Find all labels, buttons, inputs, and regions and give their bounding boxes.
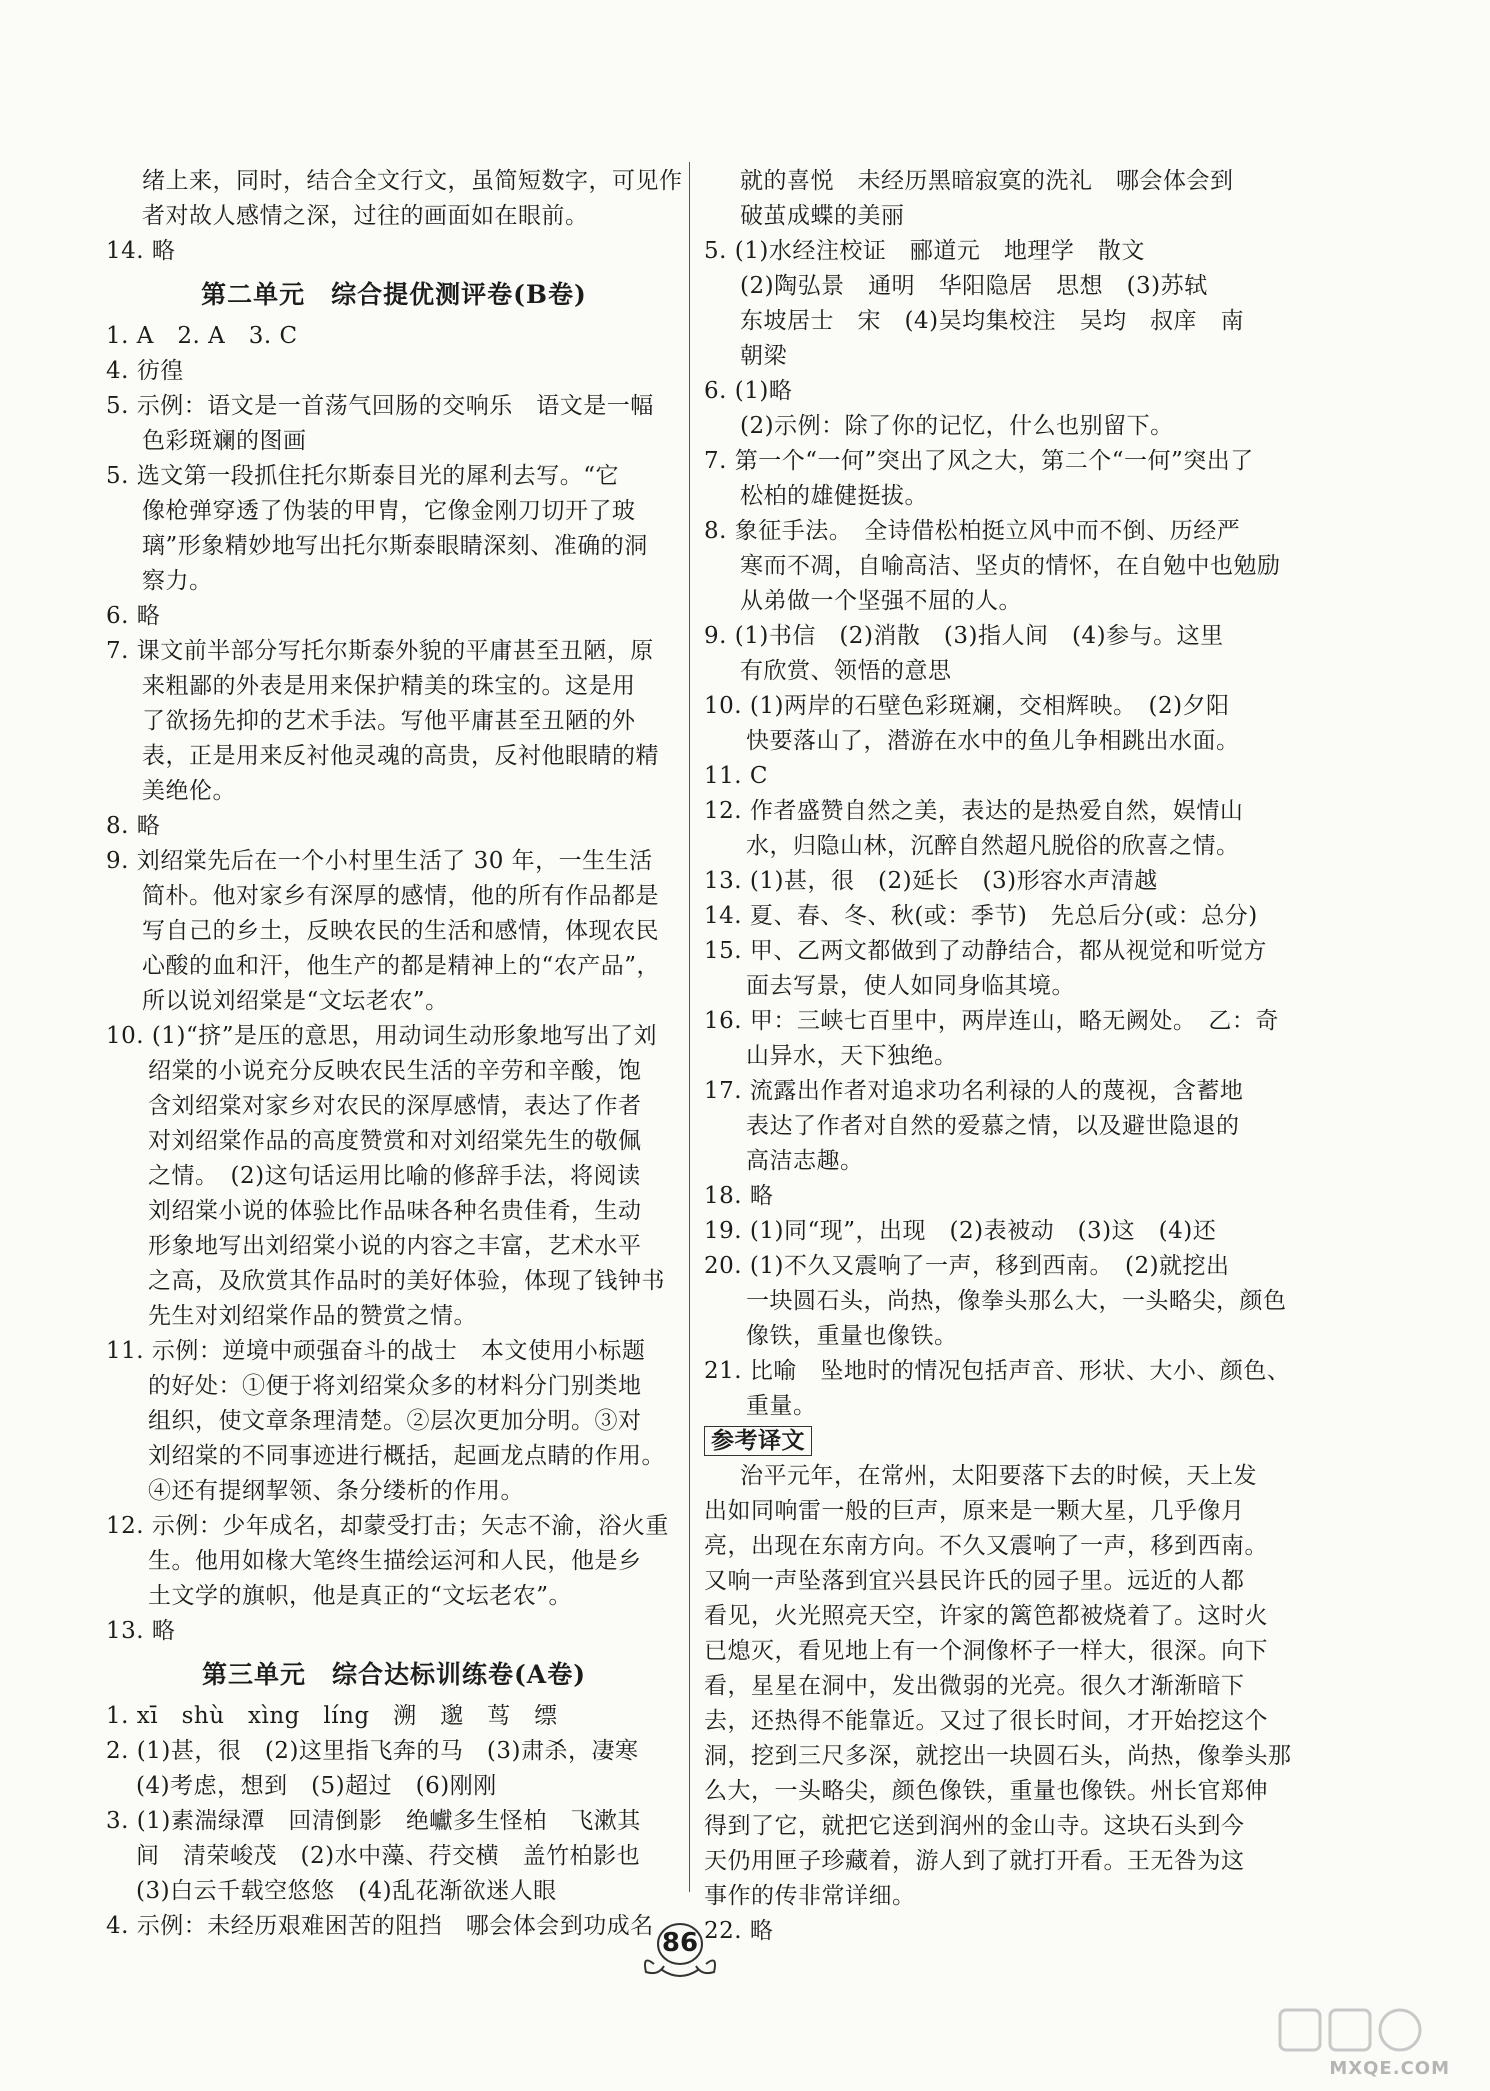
answer-line: 有欣赏、领悟的意思 xyxy=(740,658,952,684)
answer-line: 天仍用匣子珍藏着，游人到了就打开看。王无咎为这 xyxy=(704,1848,1245,1874)
answer-line: 12. 示例：少年成名，却蒙受打击；矢志不渝，浴火重 xyxy=(106,1513,669,1539)
answer-line: 16. 甲：三峡七百里中，两岸连山，略无阙处。 乙：奇 xyxy=(704,1008,1279,1034)
answer-line: 所以说刘绍棠是“文坛老农”。 xyxy=(142,988,449,1014)
answer-line: 美绝伦。 xyxy=(142,778,236,804)
answer-line: 的好处：①便于将刘绍棠众多的材料分门别类地 xyxy=(148,1373,642,1399)
answer-line: 刘绍棠小说的体验比作品味各种名贵佳肴，生动 xyxy=(148,1198,642,1224)
answer-line: 一块圆石头，尚热，像拳头那么大，一头略尖，颜色 xyxy=(746,1288,1287,1314)
answer-line: 山异水，天下独绝。 xyxy=(746,1043,958,1069)
answer-line: 对刘绍棠作品的高度赞赏和对刘绍棠先生的敬佩 xyxy=(148,1128,642,1154)
answer-line: 形象地写出刘绍棠小说的内容之丰富，艺术水平 xyxy=(148,1233,642,1259)
answer-line: 18. 略 xyxy=(704,1183,774,1209)
answer-line: 朝梁 xyxy=(740,343,787,369)
answer-line: 土文学的旗帜，他是真正的“文坛老农”。 xyxy=(148,1583,573,1609)
answer-line: 高洁志趣。 xyxy=(746,1148,864,1174)
answer-line: 14. 夏、春、冬、秋(或：季节) 先总后分(或：总分) xyxy=(704,903,1258,929)
answer-line: 快要落山了，潜游在水中的鱼儿争相跳出水面。 xyxy=(746,728,1240,754)
answer-line: 事作的传非常详细。 xyxy=(704,1883,916,1909)
answer-line: 10. (1)两岸的石壁色彩斑斓，交相辉映。 (2)夕阳 xyxy=(704,693,1230,719)
section-title: 第三单元 综合达标训练卷(A卷) xyxy=(201,1660,587,1689)
answer-line: 10. (1)“挤”是压的意思，用动词生动形象地写出了刘 xyxy=(106,1023,657,1049)
answer-line: 绪上来，同时，结合全文行文，虽简短数字，可见作 xyxy=(142,168,683,194)
answer-line: 5. 选文第一段抓住托尔斯泰目光的犀利去写。“它 xyxy=(106,463,620,489)
answer-line: 么大，一头略尖，颜色像铁，重量也像铁。州长官郑伸 xyxy=(704,1778,1268,1804)
answer-line: 17. 流露出作者对追求功名利禄的人的蔑视，含蓄地 xyxy=(704,1078,1244,1104)
left-column xyxy=(106,164,682,1944)
answer-line: 者对故人感情之深，过往的画面如在眼前。 xyxy=(142,203,589,229)
answer-line: 看，星星在洞中，发出微弱的光亮。很久才渐渐暗下 xyxy=(704,1673,1245,1699)
answer-line: 重量。 xyxy=(746,1393,817,1419)
answer-line: 东坡居士 宋 (4)吴均集校注 吴均 叔庠 南 xyxy=(740,308,1245,334)
answer-line: 表达了作者对自然的爱慕之情，以及避世隐退的 xyxy=(746,1113,1240,1139)
answer-line: 又响一声坠落到宜兴县民许氏的园子里。远近的人都 xyxy=(704,1568,1245,1594)
answer-line: 6. 略 xyxy=(106,603,161,629)
answer-line: 5. 示例：语文是一首荡气回肠的交响乐 语文是一幅 xyxy=(106,393,654,419)
answer-line: 11. C xyxy=(704,763,768,789)
answer-line: 2. (1)甚，很 (2)这里指飞奔的马 (3)肃杀，凄寒 xyxy=(106,1738,639,1764)
answer-line: 察力。 xyxy=(142,568,213,594)
answer-line: 间 清荣峻茂 (2)水中藻、荇交横 盖竹柏影也 xyxy=(136,1843,641,1869)
answer-line: 面去写景，使人如同身临其境。 xyxy=(746,973,1075,999)
answer-line: 3. (1)素湍绿潭 回清倒影 绝巘多生怪柏 飞漱其 xyxy=(106,1808,641,1834)
answer-line: (4)考虑，想到 (5)超过 (6)刚刚 xyxy=(136,1773,497,1799)
answer-line: 去，还热得不能靠近。又过了很长时间，才开始挖这个 xyxy=(704,1708,1268,1734)
answer-line: 来粗鄙的外表是用来保护精美的珠宝的。这是用 xyxy=(142,673,636,699)
answer-line: 出如同响雷一般的巨声，原来是一颗大星，几乎像月 xyxy=(704,1498,1245,1524)
answer-line: 组织，使文章条理清楚。②层次更加分明。③对 xyxy=(148,1408,642,1434)
right-column xyxy=(704,164,1292,1949)
answer-line: 松柏的雄健挺拔。 xyxy=(740,483,928,509)
answer-line: 之情。 (2)这句话运用比喻的修辞手法，将阅读 xyxy=(148,1163,641,1189)
answer-line: (2)陶弘景 通明 华阳隐居 思想 (3)苏轼 xyxy=(740,273,1208,299)
answer-line: 寒而不凋，自喻高洁、坚贞的情怀，在自勉中也勉励 xyxy=(740,553,1281,579)
answer-line: 从弟做一个坚强不屈的人。 xyxy=(740,588,1022,614)
answer-line: 绍棠的小说充分反映农民生活的辛劳和辛酸，饱 xyxy=(148,1058,642,1084)
answer-line: 洞，挖到三尺多深，就挖出一块圆石头，尚热，像拳头那 xyxy=(704,1743,1292,1769)
answer-line: 4. 彷徨 xyxy=(106,358,184,384)
answer-line: 19. (1)同“现”，出现 (2)表被动 (3)这 (4)还 xyxy=(704,1218,1217,1244)
answer-line: 5. (1)水经注校证 郦道元 地理学 散文 xyxy=(704,238,1145,264)
answer-line: 生。他用如椽大笔终生描绘运河和人民，他是乡 xyxy=(148,1548,642,1574)
column-divider xyxy=(689,162,690,1892)
answer-line: 璃”形象精妙地写出托尔斯泰眼睛深刻、准确的洞 xyxy=(142,533,648,559)
answer-line: 心酸的血和汗，他生产的都是精神上的“农产品”， xyxy=(142,953,661,979)
page-number-badge xyxy=(640,1914,720,1984)
reference-translation-heading xyxy=(704,1424,1289,1459)
page-number: 86 xyxy=(661,1928,699,1958)
answer-line: 色彩斑斓的图画 xyxy=(142,428,307,454)
answer-line: 就的喜悦 未经历黑暗寂寞的洗礼 哪会体会到 xyxy=(740,168,1234,194)
answer-line: 破茧成蝶的美丽 xyxy=(740,203,905,229)
answer-line: (2)示例：除了你的记忆，什么也别留下。 xyxy=(740,413,1174,439)
answer-line: 7. 课文前半部分写托尔斯泰外貌的平庸甚至丑陋，原 xyxy=(106,638,654,664)
answer-line: 20. (1)不久又震响了一声，移到西南。 (2)就挖出 xyxy=(704,1253,1230,1279)
answer-line: 14. 略 xyxy=(106,238,176,264)
answer-line: 7. 第一个“一何”突出了风之大，第二个“一何”突出了 xyxy=(704,448,1254,474)
answer-line: 13. 略 xyxy=(106,1618,176,1644)
answer-line: 11. 示例：逆境中顽强奋斗的战士 本文使用小标题 xyxy=(106,1338,646,1364)
answer-line: 9. (1)书信 (2)消散 (3)指人间 (4)参与。这里 xyxy=(704,623,1224,649)
answer-line: (3)白云千载空悠悠 (4)乱花渐欲迷人眼 xyxy=(136,1878,557,1904)
answer-line: 先生对刘绍棠作品的赞赏之情。 xyxy=(148,1303,477,1329)
watermark-text: MXQE.COM xyxy=(1329,2058,1450,2079)
answer-line: 像铁，重量也像铁。 xyxy=(746,1323,958,1349)
answer-line: 4. 示例：未经历艰难困苦的阻挡 哪会体会到功成名 xyxy=(106,1913,654,1939)
answer-line: 含刘绍棠对家乡对农民的深厚感情，表达了作者 xyxy=(148,1093,642,1119)
answer-line: 像枪弹穿透了伪装的甲胄，它像金刚刀切开了玻 xyxy=(142,498,636,524)
answer-line: 1. xī shù xìng líng 溯 邈 茑 缥 xyxy=(106,1703,558,1729)
answer-line: 21. 比喻 坠地时的情况包括声音、形状、大小、颜色、 xyxy=(704,1358,1291,1384)
answer-line: 8. 象征手法。 全诗借松柏挺立风中而不倒、历经严 xyxy=(704,518,1241,544)
answer-line: 已熄灭，看见地上有一个洞像杯子一样大，很深。向下 xyxy=(704,1638,1268,1664)
answer-line: 13. (1)甚，很 (2)延长 (3)形容水声清越 xyxy=(704,868,1158,894)
answer-line: 6. (1)略 xyxy=(704,378,793,404)
answer-line: 22. 略 xyxy=(704,1918,774,1944)
boxed-label: 参考译文 xyxy=(704,1426,812,1456)
answer-line: ④还有提纲挈领、条分缕析的作用。 xyxy=(148,1478,524,1504)
answer-line: 亮，出现在东南方向。不久又震响了一声，移到西南。 xyxy=(704,1533,1268,1559)
answer-line: 水，归隐山林，沉醉自然超凡脱俗的欣喜之情。 xyxy=(746,833,1240,859)
answer-line: 看见，火光照亮天空，许家的篱笆都被烧着了。这时火 xyxy=(704,1603,1268,1629)
section-title: 第二单元 综合提优测评卷(B卷) xyxy=(201,280,587,309)
answer-line: 表，正是用来反衬他灵魂的高贵，反衬他眼睛的精 xyxy=(142,743,659,769)
answer-line: 治平元年，在常州，太阳要落下去的时候，天上发 xyxy=(740,1463,1257,1489)
answer-line: 刘绍棠的不同事迹进行概括，起画龙点睛的作用。 xyxy=(148,1443,665,1469)
answer-line: 12. 作者盛赞自然之美，表达的是热爱自然，娱情山 xyxy=(704,798,1244,824)
answer-line: 写自己的乡土，反映农民的生活和感情，体现农民 xyxy=(142,918,659,944)
answer-line: 之高，及欣赏其作品时的美好体验，体现了钱钟书 xyxy=(148,1268,665,1294)
answer-line: 1. A 2. A 3. C xyxy=(106,323,298,349)
answer-line: 9. 刘绍棠先后在一个小村里生活了 30 年，一生生活 xyxy=(106,848,653,874)
answer-line: 8. 略 xyxy=(106,813,161,839)
answer-line: 得到了它，就把它送到润州的金山寺。这块石头到今 xyxy=(704,1813,1245,1839)
answer-line: 15. 甲、乙两文都做到了动静结合，都从视觉和听觉方 xyxy=(704,938,1267,964)
answer-line: 简朴。他对家乡有深厚的感情，他的所有作品都是 xyxy=(142,883,659,909)
answer-line: 了欲扬先抑的艺术手法。写他平庸甚至丑陋的外 xyxy=(142,708,636,734)
